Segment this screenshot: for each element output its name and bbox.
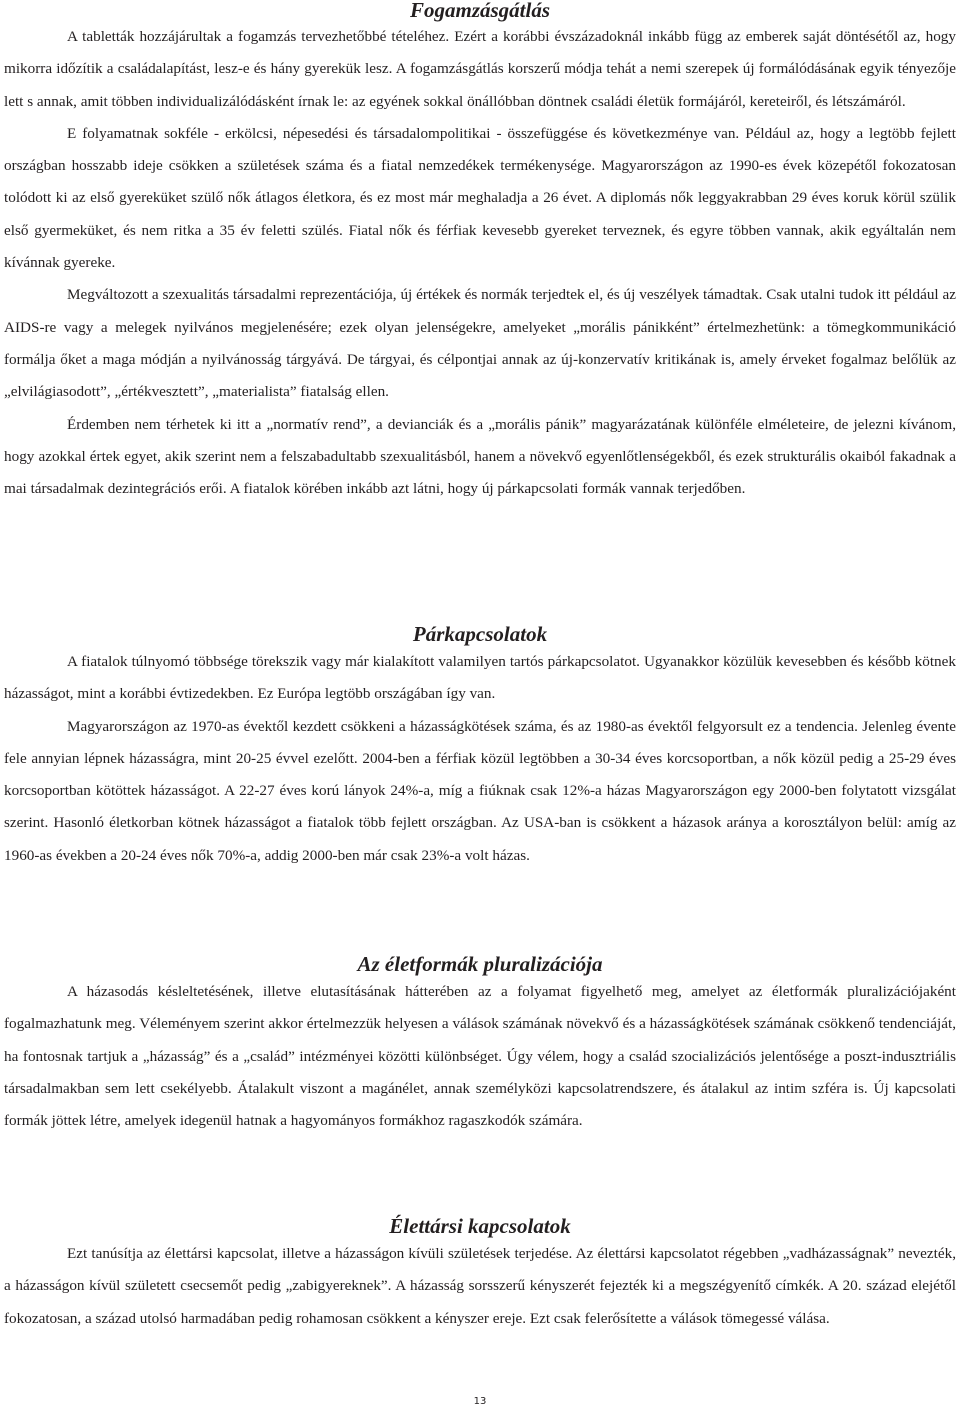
section-heading: Az életformák pluralizációja <box>357 952 603 976</box>
section-heading: Élettársi kapcsolatok <box>389 1214 571 1238</box>
paragraph: A házasodás késleltetésének, illetve elutasításának hátterében az a folyamat figyelhető meg, amelyet az életformák pluralizációjaként fogalmazhatunk meg. Véleményem szerint akkor értelmezzük helyesen a válások számának növekvő és a házasságkötések számának csökkenő tendenciáját, ha fontosnak tartjuk a „házasság” és a „család” intézményei közötti különbséget. Úgy vélem, hogy a család szocializációs jelentősége a poszt-indusztriális társadalmakban sem lett csekélyebb. Átalakult viszont a magánélet, annak személyközi kapcsolatrendszere, és átalakul az intim szféra is. Új kapcsolati formák jöttek létre, amelyek idegenül hatnak a hagyományos formákhoz ragaszkodók számára. <box>4 983 956 1130</box>
paragraph: Ezt tanúsítja az élettársi kapcsolat, illetve a házasságon kívüli születések terjedése. Az élettársi kapcsolatot régebben „vadházasságnak” nevezték, a házasságon kívül született csecsemőt pedig „zabigyereknek”. A házasság sorsszerű kényszerét fejezték ki a megszégyenítő címkék. A 20. század elejétől fokozatosan, a század utolsó harmadában pedig rohamosan csökkent a kényszer ereje. Ezt csak felerősítette a válások tömegessé válása. <box>4 1245 956 1327</box>
page-number: 13 <box>473 1396 487 1407</box>
paragraph: E folyamatnak sokféle - erkölcsi, népesedési és társadalompolitikai - összefüggése és következménye van. Például az, hogy a legtöbb fejlett országban hosszabb ideje csökken a születések száma és a fiatal nemzedékek termékenysége. Magyarországon az 1990-es évek közepétől fokozatosan tolódott ki az első gyereküket szülő nők átlagos életkora, és ez most már meghaladja a 26 évet. A diplomás nők leggyakrabban 29 éves koruk körül szülik első gyermeküket, és nem ritka a 35 év feletti szülés. Fiatal nők és férfiak kevesebb gyereket terveznek, és egyre többen vannak, akik egyáltalán nem kívánnak gyereke. <box>4 124 956 272</box>
paragraph: A fiatalok túlnyomó többsége törekszik vagy már kialakított valamilyen tartós párkapcsolatot. Ugyanakkor közülük kevesebben és később kötnek házasságot, mint a korábbi évtizedekben. Ez Európa legtöbb országában így van. <box>4 653 956 703</box>
section-eletformak-pluralizacioja <box>4 952 956 1137</box>
section-heading: Párkapcsolatok <box>412 622 548 646</box>
paragraph: Érdemben nem térhetek ki itt a „normatív rend”, a devianciák és a „morális pánik” magyarázatának különféle elméleteire, de jelezni kívánom, hogy azokkal értek egyet, akik szerint nem a felszabadultabb szexualitásból, hanem a növekvő egyenlőtlenségekből, és ezek strukturális okaiból fakadnak a mai társadalmak dezintegrációs erői. A fiatalok körében inkább azt látni, hogy új párkapcsolati formák vannak terjedőben. <box>4 415 956 498</box>
section-heading: Fogamzásgátlás <box>409 0 551 22</box>
paragraph: A tabletták hozzájárultak a fogamzás tervezhetőbbé tételéhez. Ezért a korábbi évszázadoknál inkább függ az emberek saját döntésétől az, hogy mikorra időzítik a családalapítást, lesz-e és hány gyerekük lesz. A fogamzásgátlás korszerű módja tehát a nemi szerepek új formálódásának egyik tényezője lett s annak, amit többen individualizálódásként írnak le: az egyének sokkal önállóbban döntnek családi életük formájáról, kereteiről, és létszámáról. <box>4 28 956 110</box>
section-fogamzasgatlas <box>4 0 956 505</box>
paragraph: Magyarországon az 1970-as évektől kezdett csökkeni a házasságkötések száma, és az 1980-as évektől felgyorsult ez a tendencia. Jelenleg évente fele annyian lépnek házasságra, mint 20-25 évvel ezelőtt. 2004-ben a férfiak közül legtöbben a 30-34 éves korcsoportban, a nők közül pedig a 25-29 éves korcsoportban kötöttek házasságot. A 22-27 éves korú lányok 24%-a, míg a fiúknak csak 12%-a házas Magyarországon egy 2000-ben folytatott vizsgálat szerint. Hasonló életkorban kötnek házasságot a fiatalok több fejlett országban. Az USA-ban is csökkent a házasok aránya a korosztályon belül: amíg az 1960-as években a 20-24 éves nők 70%-a, addig 2000-ben már csak 23%-a volt házas. <box>4 717 956 864</box>
paragraph: Megváltozott a szexualitás társadalmi reprezentációja, új értékek és normák terjedtek el, és új veszélyek támadtak. Csak utalni tudok itt például az AIDS-re vagy a melegek nyilvános megjelenésére; ezek olyan jelenségekre, amelyeket „morális pánikként” értelmezhetünk: a tömegkommunikáció formálja őket a maga módján a nyilvánosság tárgyává. De tárgyai, és célpontjai annak az új-konzervatív kritikának is, amely érveket fogalmaz belőlük az „elvilágiasodott”, „értékvesztett”, „materialista” fiatalság ellen. <box>4 286 956 401</box>
section-parkapcsolatok <box>4 622 956 872</box>
section-elettarsi-kapcsolatok <box>4 1214 956 1335</box>
